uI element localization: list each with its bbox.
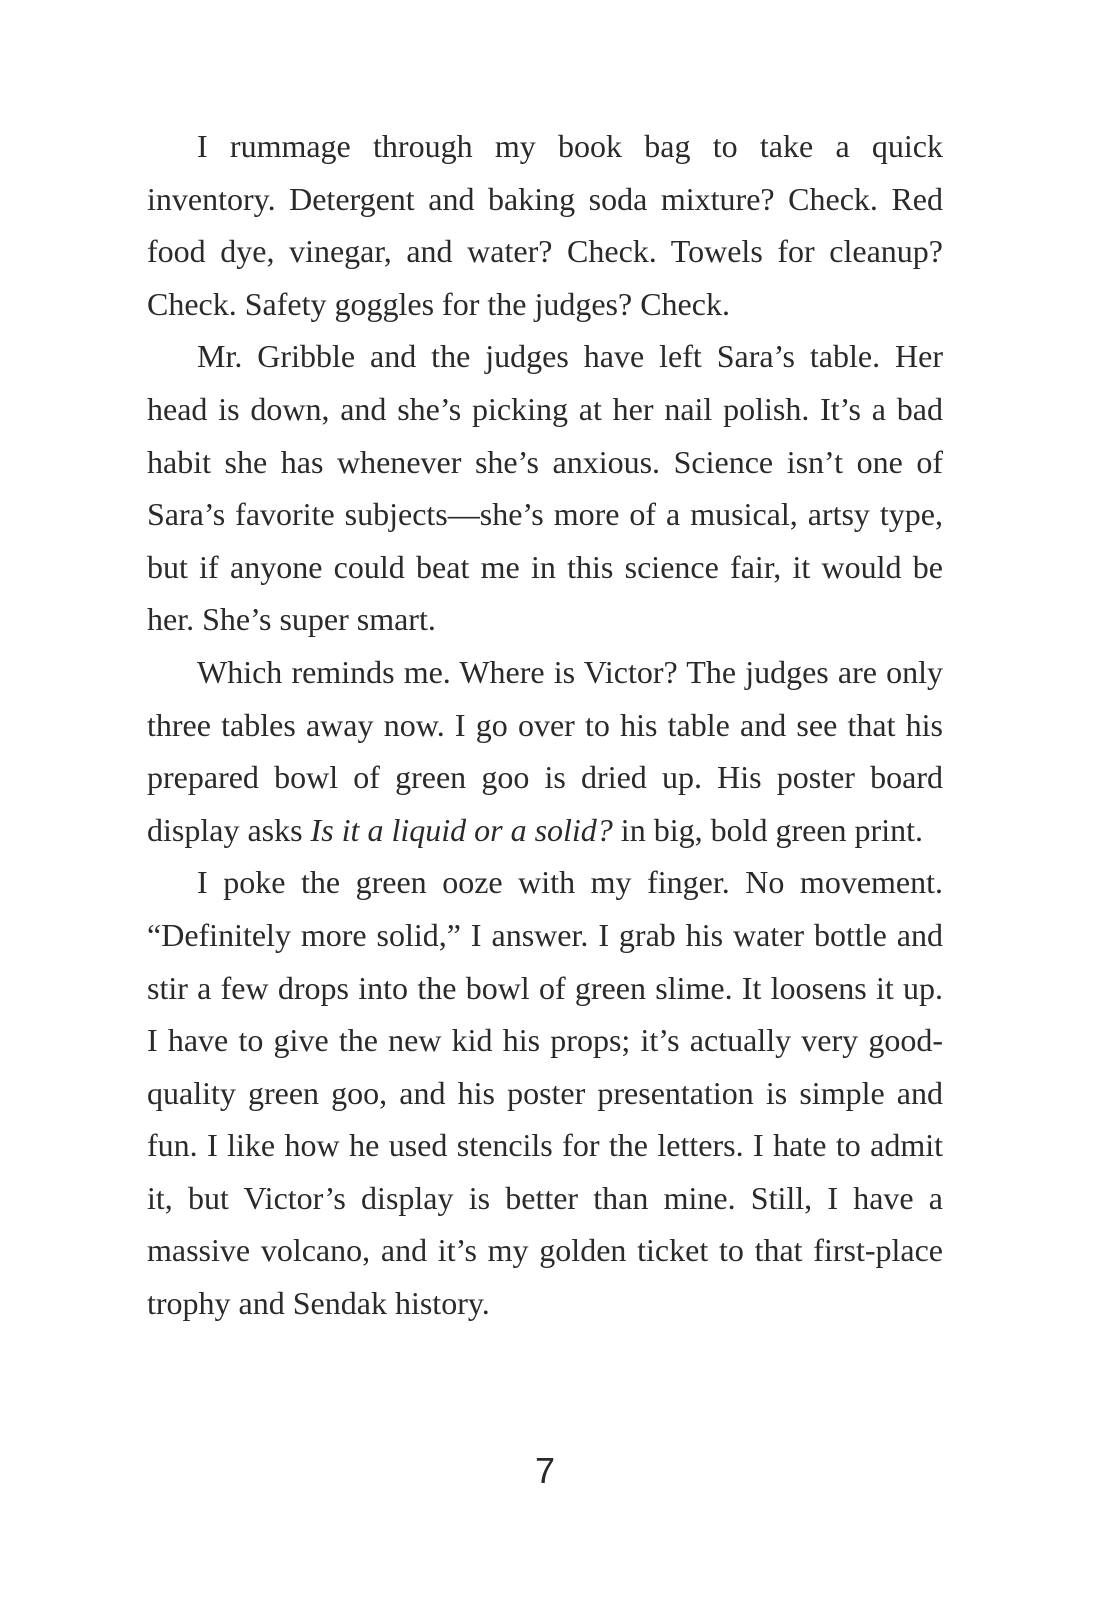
body-text (147, 120, 943, 1330)
paragraph-3 (147, 646, 943, 856)
poster-question-italic: Is it a liquid or a solid? (310, 811, 613, 848)
paragraph-1: I rummage through my book bag to take a quick inventory. Detergent and baking soda mixture? Check. Red food dye, vinegar, and water? Check. Towels for cleanup? Check. Safety goggles for the judges? Check. (147, 128, 943, 322)
paragraph-4: I poke the green ooze with my finger. No movement. “Definitely more solid,” I answer. I grab his water bottle and stir a few drops into the bowl of green slime. It loosens it up. I have to give the new kid his props; it’s actually very good-quality green goo, and his poster presentation is simple and fun. I like how he used stencils for the letters. I hate to admit it, but Victor’s display is better than mine. Still, I have a massive volcano, and it’s my golden ticket to that first-place trophy and Sendak history. (147, 864, 943, 1322)
page-number: 7 (534, 1450, 556, 1491)
paragraph-3-text-before: Which reminds me. Where is Victor? The judges are only three tables away now. I go over to his table and see that his prepared bowl of green goo is dried up. His poster board display asks (147, 653, 943, 848)
paragraph-3-text-after: in big, bold green print. (612, 811, 923, 848)
paragraph-2: Mr. Gribble and the judges have left Sara’s table. Her head is down, and she’s picking at her nail polish. It’s a bad habit she has whenever she’s anxious. Science isn’t one of Sara’s favorite subjects—she’s more of a musical, artsy type, but if anyone could beat me in this science fair, it would be her. She’s super smart. (147, 338, 943, 638)
